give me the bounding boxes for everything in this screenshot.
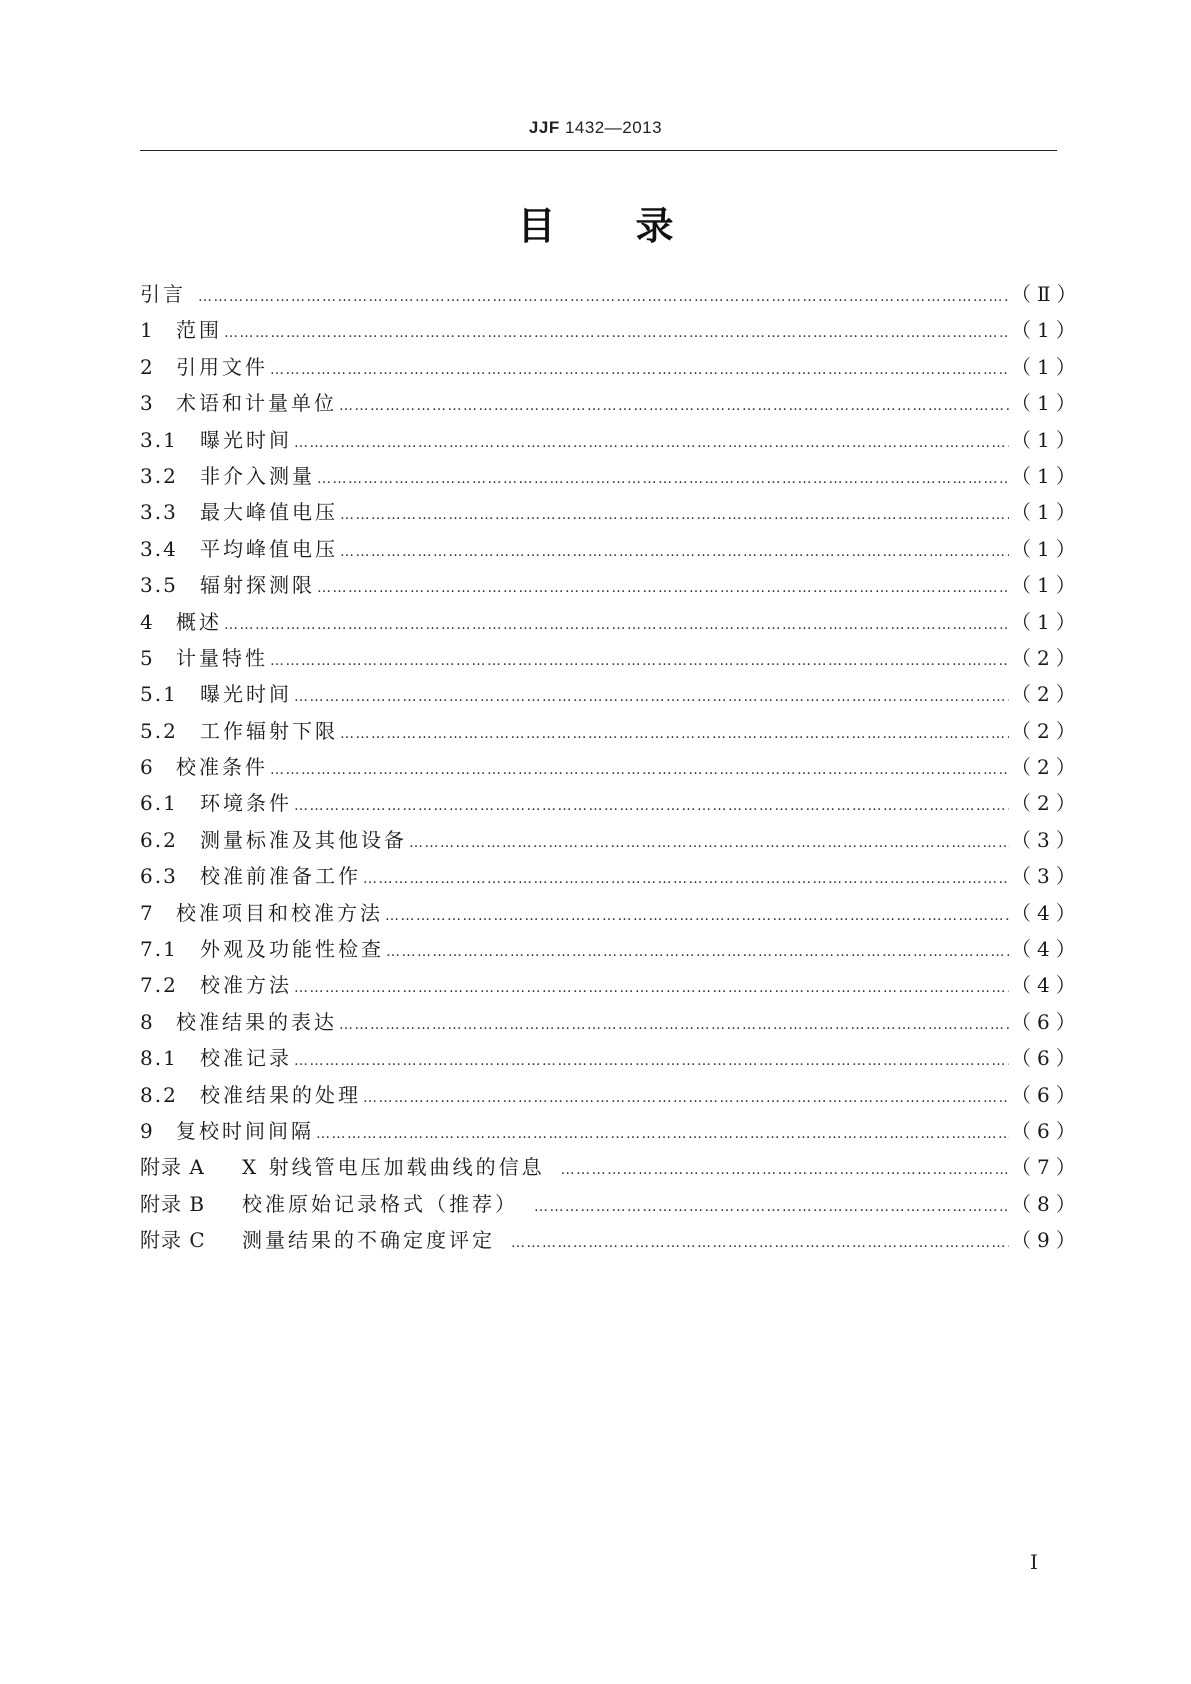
toc-page-number: （4） (1011, 973, 1082, 998)
toc-page-number: （3） (1011, 827, 1082, 852)
page-title (0, 195, 1191, 250)
toc-entry-8[interactable] (140, 1004, 1082, 1040)
toc-section-number: 7 (140, 900, 155, 925)
toc-entry-title: 曝光时间 (200, 427, 292, 452)
toc-entry-7-2[interactable] (140, 967, 1082, 1003)
toc-entry-8-2[interactable] (140, 1077, 1082, 1113)
toc-page-number: （1） (1011, 500, 1082, 525)
toc-entry-title: 校准原始记录格式（推荐） (242, 1191, 518, 1216)
page-title-char-1: 目 (517, 204, 556, 248)
toc-leader-dots (340, 716, 1009, 752)
header-divider (140, 150, 1057, 151)
toc-entry-appendix-b[interactable] (140, 1186, 1082, 1222)
toc-section-number: 5.2 (140, 718, 178, 743)
toc-leader-dots (294, 1043, 1009, 1079)
toc-leader-dots (534, 1189, 1009, 1225)
toc-page-number: （1） (1011, 427, 1082, 452)
toc-section-number: 3.3 (140, 500, 178, 525)
toc-leader-dots (294, 788, 1009, 824)
toc-entry-6[interactable] (140, 749, 1082, 785)
toc-entry-title: 术语和计量单位 (176, 391, 337, 416)
toc-appendix-label: 附录 C (140, 1228, 206, 1253)
toc-leader-dots (270, 352, 1009, 388)
toc-entry-6-1[interactable] (140, 785, 1082, 821)
toc-entry-6-3[interactable] (140, 858, 1082, 894)
toc-page-number: （1） (1011, 354, 1082, 379)
toc-section-number: 3.2 (140, 463, 178, 488)
toc-entry-title: 校准方法 (200, 973, 292, 998)
toc-section-number: 6.2 (140, 827, 178, 852)
toc-entry-9[interactable] (140, 1113, 1082, 1149)
toc-page-number: （1） (1011, 463, 1082, 488)
toc-leader-dots (385, 898, 1009, 934)
standard-code-prefix: JJF (528, 118, 560, 137)
toc-entry-2[interactable] (140, 349, 1082, 385)
toc-leader-dots (317, 570, 1009, 606)
toc-entry-title: 计量特性 (176, 645, 268, 670)
toc-section-number: 7.2 (140, 973, 178, 998)
toc-entry-appendix-c[interactable] (140, 1222, 1082, 1258)
toc-section-number: 3.1 (140, 427, 178, 452)
toc-entry-5-2[interactable] (140, 713, 1082, 749)
toc-entry-appendix-a[interactable] (140, 1149, 1082, 1185)
toc-entry-6-2[interactable] (140, 822, 1082, 858)
toc-entry-3-1[interactable] (140, 422, 1082, 458)
toc-entry-title: 复校时间间隔 (176, 1118, 314, 1143)
toc-page-number: （6） (1011, 1046, 1082, 1071)
toc-entry-title: X 射线管电压加载曲线的信息 (242, 1155, 545, 1180)
toc-entry-3[interactable] (140, 385, 1082, 421)
toc-entry-5-1[interactable] (140, 676, 1082, 712)
toc-page-number: （1） (1011, 609, 1082, 634)
toc-section-number: 9 (140, 1118, 155, 1143)
toc-appendix-label: 附录 B (140, 1191, 206, 1216)
toc-leader-dots (561, 1152, 1009, 1188)
toc-entry-1[interactable] (140, 312, 1082, 348)
toc-entry-title: 引言 (140, 282, 186, 306)
toc-entry-4[interactable] (140, 604, 1082, 640)
toc-leader-dots (270, 643, 1009, 679)
toc-leader-dots (511, 1225, 1009, 1261)
toc-section-number: 4 (140, 609, 155, 634)
toc-section-number: 6 (140, 755, 155, 780)
toc-leader-dots (340, 497, 1009, 533)
toc-section-number: 6.1 (140, 791, 178, 816)
toc-page-number: （2） (1011, 718, 1082, 743)
toc-entry-7[interactable] (140, 895, 1082, 931)
toc-page-number: （9） (1011, 1228, 1082, 1253)
toc-entry-title: 校准结果的表达 (176, 1009, 337, 1034)
toc-entry-title: 外观及功能性检查 (200, 937, 384, 962)
toc-entry-title: 非介入测量 (200, 463, 315, 488)
toc-entry-title: 校准记录 (200, 1046, 292, 1071)
toc-entry-title: 校准前准备工作 (200, 864, 361, 889)
toc-page-number: （6） (1011, 1082, 1082, 1107)
toc-entry-8-1[interactable] (140, 1040, 1082, 1076)
standard-code-number: 1432—2013 (564, 118, 663, 137)
toc-page-number: （2） (1011, 682, 1082, 707)
toc-leader-dots (294, 970, 1009, 1006)
toc-entry-title: 最大峰值电压 (200, 500, 338, 525)
toc-entry-5[interactable] (140, 640, 1082, 676)
toc-leader-dots (198, 279, 1009, 315)
toc-page-number: （4） (1011, 900, 1082, 925)
toc-entry-foreword[interactable] (140, 276, 1083, 312)
toc-page-number: （6） (1011, 1118, 1082, 1143)
toc-leader-dots (224, 315, 1009, 351)
toc-section-number: 5.1 (140, 682, 178, 707)
toc-leader-dots (339, 388, 1009, 424)
toc-entry-title: 范围 (176, 318, 222, 343)
toc-entry-title: 测量结果的不确定度评定 (242, 1228, 495, 1253)
toc-entry-title: 校准条件 (176, 755, 268, 780)
toc-leader-dots (363, 861, 1009, 897)
toc-entry-title: 平均峰值电压 (200, 536, 338, 561)
toc-section-number: 6.3 (140, 864, 178, 889)
toc-section-number: 7.1 (140, 937, 178, 962)
toc-page-number: （1） (1011, 391, 1082, 416)
toc-section-number: 8.2 (140, 1082, 178, 1107)
toc-leader-dots (316, 1116, 1009, 1152)
table-of-contents (140, 276, 1083, 1259)
toc-leader-dots (270, 752, 1009, 788)
toc-entry-3-2[interactable] (140, 458, 1082, 494)
toc-page-number: （6） (1011, 1009, 1082, 1034)
toc-leader-dots (294, 425, 1009, 461)
page-number: Ⅰ (1030, 1550, 1038, 1574)
toc-page-number: （4） (1011, 937, 1082, 962)
toc-entry-title: 工作辐射下限 (200, 718, 338, 743)
toc-entry-title: 引用文件 (176, 354, 268, 379)
toc-entry-title: 校准结果的处理 (200, 1082, 361, 1107)
toc-page-number: （2） (1011, 645, 1082, 670)
toc-section-number: 3.5 (140, 573, 178, 598)
toc-page-number: （2） (1011, 791, 1082, 816)
toc-leader-dots (409, 825, 1009, 861)
toc-entry-title: 校准项目和校准方法 (176, 900, 383, 925)
toc-leader-dots (340, 534, 1009, 570)
toc-leader-dots (294, 679, 1009, 715)
toc-section-number: 3 (140, 391, 155, 416)
toc-page-number: （8） (1011, 1191, 1082, 1216)
toc-page-number: （2） (1011, 755, 1082, 780)
toc-entry-title: 辐射探测限 (200, 573, 315, 598)
toc-section-number: 1 (140, 318, 155, 343)
toc-entry-title: 测量标准及其他设备 (200, 827, 407, 852)
toc-entry-title: 曝光时间 (200, 682, 292, 707)
toc-section-number: 2 (140, 354, 155, 379)
toc-section-number: 3.4 (140, 536, 178, 561)
toc-entry-3-4[interactable] (140, 531, 1082, 567)
toc-page-number: （1） (1011, 573, 1082, 598)
page-title-char-2: 录 (635, 204, 674, 248)
toc-entry-3-3[interactable] (140, 494, 1082, 530)
toc-page-number: （1） (1011, 536, 1082, 561)
toc-page-number: （7） (1011, 1155, 1082, 1180)
toc-entry-7-1[interactable] (140, 931, 1082, 967)
toc-leader-dots (386, 934, 1009, 970)
document-header (0, 118, 1191, 138)
toc-entry-title: 环境条件 (200, 791, 292, 816)
toc-leader-dots (224, 607, 1009, 643)
toc-leader-dots (339, 1007, 1009, 1043)
toc-section-number: 8.1 (140, 1046, 178, 1071)
toc-page-number: （Ⅱ） (1011, 282, 1083, 306)
toc-section-number: 5 (140, 645, 155, 670)
toc-appendix-label: 附录 A (140, 1155, 205, 1180)
toc-page-number: （1） (1011, 318, 1082, 343)
toc-section-number: 8 (140, 1009, 155, 1034)
toc-entry-3-5[interactable] (140, 567, 1082, 603)
toc-entry-title: 概述 (176, 609, 222, 634)
toc-leader-dots (317, 461, 1009, 497)
toc-page-number: （3） (1011, 864, 1082, 889)
toc-leader-dots (363, 1080, 1009, 1116)
